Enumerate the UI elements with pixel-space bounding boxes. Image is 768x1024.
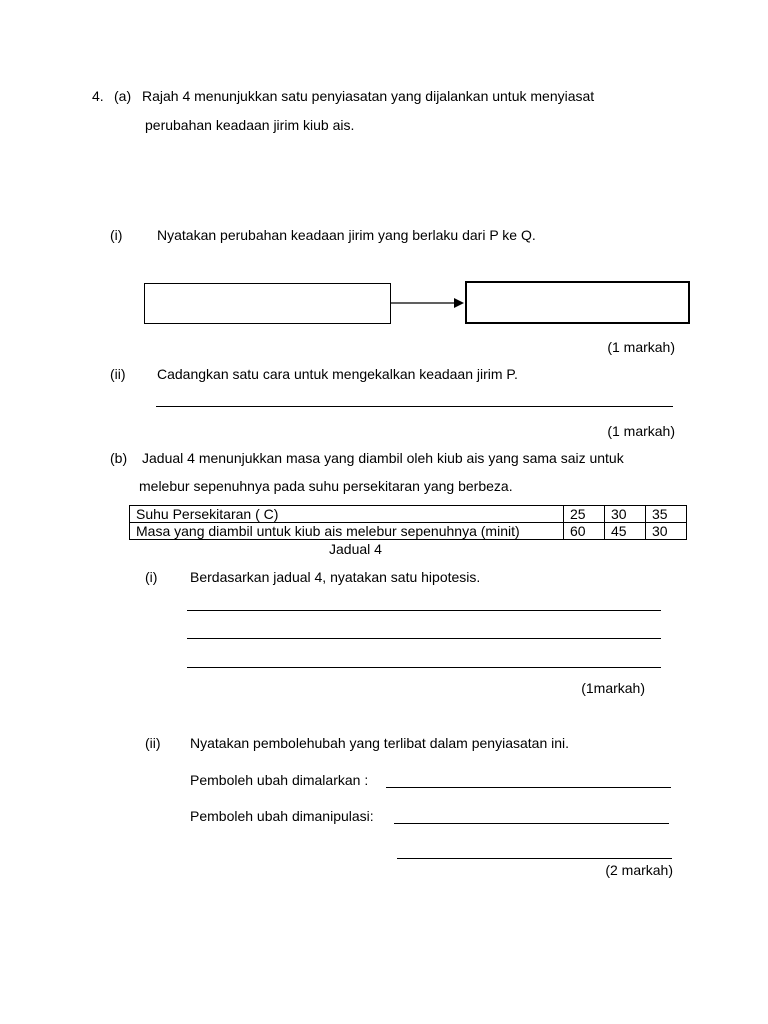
manipulated-variable-label: Pemboleh ubah dimanipulasi: [190,808,374,824]
table-cell: 30 [646,523,687,540]
table-row-label: Masa yang diambil untuk kiub ais melebur sepenuhnya (minit) [130,523,564,540]
answer-line[interactable] [187,610,661,611]
part-b-ii-marks: (2 markah) [605,862,673,878]
table-cell: 45 [605,523,646,540]
table-cell: 35 [646,506,687,523]
part-a-i-marks: (1 markah) [607,339,675,355]
part-b-intro-line1: Jadual 4 menunjukkan masa yang diambil oleh kiub ais yang sama saiz untuk [142,450,624,466]
answer-line[interactable] [397,858,672,859]
part-b-i-label: (i) [145,569,158,585]
answer-box-p[interactable] [144,283,391,324]
part-a-label: (a) [114,88,132,104]
question-number: 4. [92,88,104,104]
part-b-i-text: Berdasarkan jadual 4, nyatakan satu hipotesis. [190,569,481,585]
table-cell: 60 [564,523,605,540]
controlled-variable-label: Pemboleh ubah dimalarkan : [190,772,369,788]
answer-line[interactable] [187,638,661,639]
table-row [130,506,687,523]
manipulated-variable-answer-line[interactable] [394,823,669,824]
answer-box-q[interactable] [465,281,690,324]
part-a-i-label: (i) [110,227,123,243]
part-b-label: (b) [110,450,128,466]
part-a-intro-line1: Rajah 4 menunjukkan satu penyiasatan yang dijalankan untuk menyiasat [142,88,595,104]
arrow-icon [390,294,466,312]
table-caption: Jadual 4 [329,541,382,557]
part-a-ii-label: (ii) [110,366,126,382]
part-b-ii-label: (ii) [145,735,161,751]
answer-line[interactable] [156,406,673,407]
part-b-intro-line2: melebur sepenuhnya pada suhu persekitaran yang berbeza. [139,478,513,494]
part-a-i-text: Nyatakan perubahan keadaan jirim yang berlaku dari P ke Q. [157,227,536,243]
part-b-i-marks: (1markah) [581,680,645,696]
controlled-variable-answer-line[interactable] [386,787,671,788]
table-cell: 25 [564,506,605,523]
table-row [130,523,687,540]
answer-line[interactable] [187,667,661,668]
table-cell: 30 [605,506,646,523]
part-a-intro-line2: perubahan keadaan jirim kiub ais. [145,117,355,133]
data-table [129,505,687,540]
part-a-ii-marks: (1 markah) [607,423,675,439]
part-b-ii-text: Nyatakan pembolehubah yang terlibat dalam penyiasatan ini. [190,735,570,751]
part-a-ii-text: Cadangkan satu cara untuk mengekalkan keadaan jirim P. [157,366,518,382]
table-row-label: Suhu Persekitaran ( C) [130,506,564,523]
